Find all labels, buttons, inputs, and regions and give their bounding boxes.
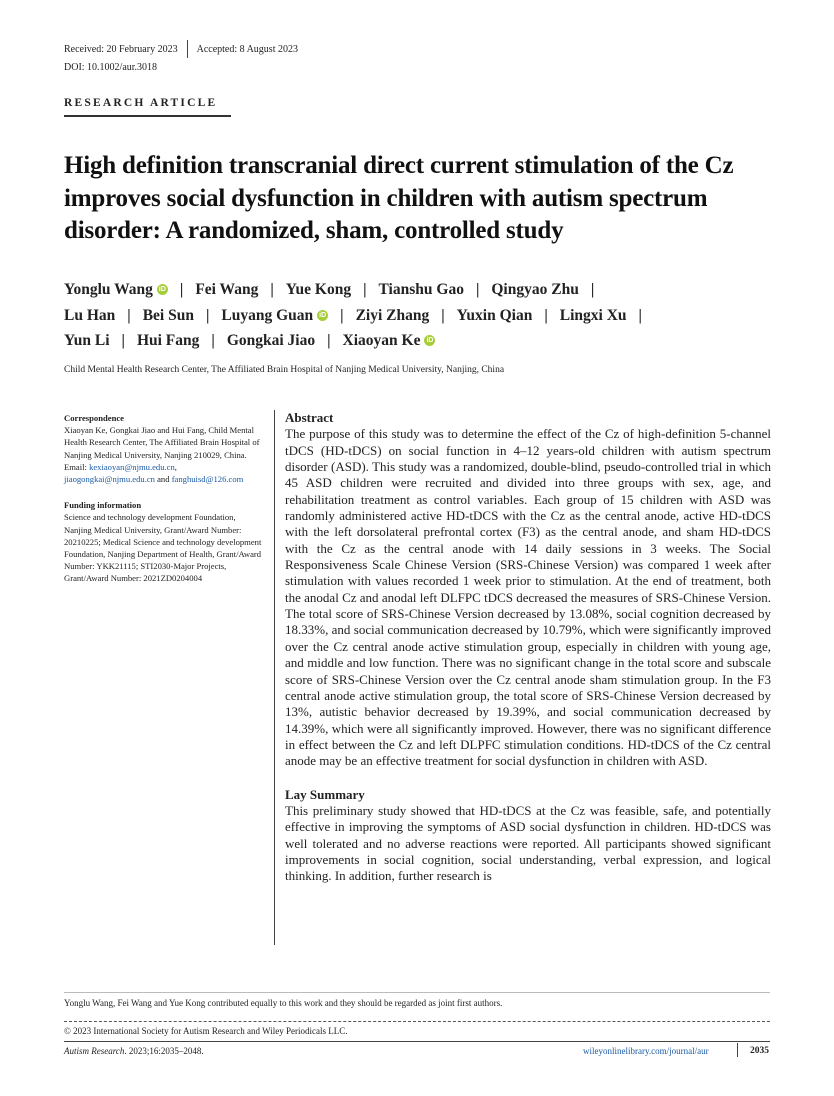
author — [491, 281, 578, 298]
author-separator: | — [211, 332, 215, 349]
author-separator: | — [340, 306, 344, 324]
received-date: Received: 20 February 2023 — [64, 43, 178, 55]
author — [64, 281, 168, 298]
correspondence-body — [64, 424, 264, 485]
email-link[interactable]: jiaogongkai@njmu.edu.cn — [64, 474, 155, 485]
journal-name: Autism Research — [64, 1046, 125, 1056]
footnote: Yonglu Wang, Fei Wang and Yue Kong contributed equally to this work and they should be regarded as joint first authors. — [64, 998, 503, 1008]
affiliation: Child Mental Health Research Center, The Affiliated Brain Hospital of Nanjing Medical University, Nanjing, China — [64, 365, 505, 375]
page-number: 2035 — [750, 1046, 769, 1056]
author-name[interactable]: Qingyao Zhu — [491, 281, 579, 298]
author-name[interactable]: Ziyi Zhang — [355, 306, 430, 324]
doi: DOI: 10.1002/aur.3018 — [64, 62, 158, 73]
author-name[interactable]: Lingxi Xu — [559, 306, 627, 324]
author-name[interactable]: Gongkai Jiao — [226, 332, 316, 349]
author-separator: | — [363, 281, 367, 298]
orcid-icon[interactable]: iD — [426, 337, 434, 344]
author-name[interactable]: Yuxin Qian — [456, 306, 533, 324]
accepted-date: Accepted: 8 August 2023 — [196, 43, 298, 55]
author-separator: | — [475, 281, 480, 298]
article-type: RESEARCH ARTICLE — [64, 97, 218, 109]
author — [286, 281, 351, 298]
author — [137, 332, 199, 349]
author-name[interactable]: Tianshu Gao — [378, 281, 464, 298]
author-name[interactable]: Bei Sun — [142, 306, 194, 324]
author-separator: | — [121, 332, 125, 349]
author — [457, 307, 533, 324]
journal-citation — [64, 1046, 204, 1056]
author-separator: | — [179, 281, 184, 298]
manuscript-dates — [64, 40, 298, 58]
author — [64, 332, 110, 349]
article-type-underline — [64, 115, 231, 117]
author-list — [64, 277, 784, 354]
page-number-divider — [737, 1043, 738, 1057]
copyright: © 2023 International Society for Autism Research and Wiley Periodicals LLC. — [64, 1026, 348, 1036]
article-title: High definition transcranial direct current stimulation of the Cz improves social dysfunction in children with autism spectrum disorder: A randomized, sham, controlled study — [64, 152, 734, 244]
abstract-section — [285, 410, 771, 885]
author — [195, 281, 258, 298]
journal-website-link[interactable]: wileyonlinelibrary.com/journal/aur — [583, 1046, 709, 1056]
abstract-body: The purpose of this study was to determine the effect of the Cz of high-definition 5-channel tDCS (HD-tDCS) on social function in 4–12 years-old children with autism spectrum disorder (ASD). This study was a randomized, double-blind, pseudo-controlled trial in which 45 ASD children were recruited and divided into three groups with sex, age, and rehabilitation treatment as control variables. Each group of 15 children with ASD was randomly administered active HD-tDCS with the Cz as the central anode, active HD-tDCS with the left dorsolateral prefrontal cortex (F3) as the central anode, and sham HD-tDCS with the Cz as the central anode with 14 daily sessions in 3 weeks. The Social Responsiveness Scale Chinese Version (SRS-Chinese Version) was compared 1 week after stimulation with values recorded 1 week prior to stimulation. At the end of treatment, both the anodal Cz and anodal left DLFPC tDCS decreased the measures of SRS-Chinese Version. The total score of SRS-Chinese Version decreased by 13.08%, social cognition decreased by 18.33%, and social communication decreased by 10.79%, which were significantly improved over the Cz central anode active stimulation group, especially in children with young age, and middle and low function. There was no significant change in the total score and subscale score of SRS-Chinese Version over the Cz central anode sham stimulation group. In the F3 central anode active stimulation group, the total score of SRS-Chinese Version decreased by 13%, autistic behavior decreased by 19.39%, and social communication decreased by 14.39%, which were all significantly improved. However, there was no significant difference in effect between the Cz and left DLPFC stimulation conditions. HD-tDCS of the Cz central anode may be an effective treatment for social dysfunction in children with ASD. — [285, 426, 771, 769]
author-name[interactable]: Yun Li — [64, 332, 110, 349]
author — [343, 332, 436, 349]
dashed-divider — [64, 1021, 770, 1022]
author — [356, 307, 430, 324]
funding-heading: Funding information — [64, 500, 142, 511]
date-divider — [187, 40, 188, 58]
author-separator: | — [441, 306, 445, 324]
orcid-icon[interactable]: iD — [158, 286, 166, 293]
author — [221, 307, 328, 324]
author-separator: | — [638, 306, 642, 324]
author — [143, 307, 194, 324]
author-separator: | — [270, 281, 274, 298]
funding-body: Science and technology development Foundation, Nanjing Medical University, Grant/Award Number: 20210225; Medical Science and technology development Foundation, Nanjing Department of Health, Grant/Award Number: YKK21115; STI2030-Major Projects, Grant/Award Number: 2021ZD0204004 — [64, 512, 262, 584]
author-separator: | — [590, 281, 595, 298]
email-separator: and — [154, 474, 172, 485]
lay-summary-body: This preliminary study showed that HD-tDCS at the Cz was feasible, safe, and potentially effective in improving the symptoms of ASD social dysfunction in children. HD-tDCS was well tolerated and no adverse reactions were reported. All participants showed significant improvements in social cognition, social understanding, verbal expression, and logical thinking. In addition, further research is — [285, 802, 771, 884]
author-name[interactable]: Hui Fang — [136, 332, 200, 349]
email-separator: , — [174, 461, 177, 472]
author-separator: | — [127, 306, 131, 324]
footer-rule — [64, 1041, 770, 1042]
author-name[interactable]: Xiaoyan Ke — [342, 332, 421, 349]
author — [64, 307, 115, 324]
orcid-icon[interactable]: iD — [319, 311, 327, 319]
correspondence-heading: Correspondence — [64, 413, 124, 423]
footnote-rule — [64, 992, 770, 993]
author — [560, 307, 627, 324]
author-name[interactable]: Yue Kong — [285, 281, 352, 298]
author-separator: | — [544, 306, 548, 324]
abstract-heading: Abstract — [285, 410, 334, 425]
author-separator: | — [327, 332, 331, 349]
author-name[interactable]: Luyang Guan — [221, 306, 314, 324]
author — [227, 332, 315, 349]
email-link[interactable]: fanghuisd@126.com — [171, 474, 244, 485]
author-name[interactable]: Yonglu Wang — [64, 281, 153, 298]
side-info — [64, 412, 264, 585]
column-divider — [274, 410, 275, 945]
author-name[interactable]: Lu Han — [64, 306, 116, 324]
journal-ref: . 2023;16:2035–2048. — [124, 1046, 204, 1056]
author-name[interactable]: Fei Wang — [195, 281, 259, 298]
author-separator: | — [205, 306, 210, 324]
correspondence-text: Xiaoyan Ke, Gongkai Jiao and Hui Fang, Child Mental Health Research Center, The Affiliated Brain Hospital of Nanjing Medical University, Nanjing 210029, China. — [64, 425, 260, 460]
author — [379, 281, 464, 298]
email-link[interactable]: kexiaoyan@njmu.edu.cn — [89, 461, 175, 472]
lay-summary-heading: Lay Summary — [285, 786, 365, 802]
email-label: Email: — [64, 461, 90, 472]
